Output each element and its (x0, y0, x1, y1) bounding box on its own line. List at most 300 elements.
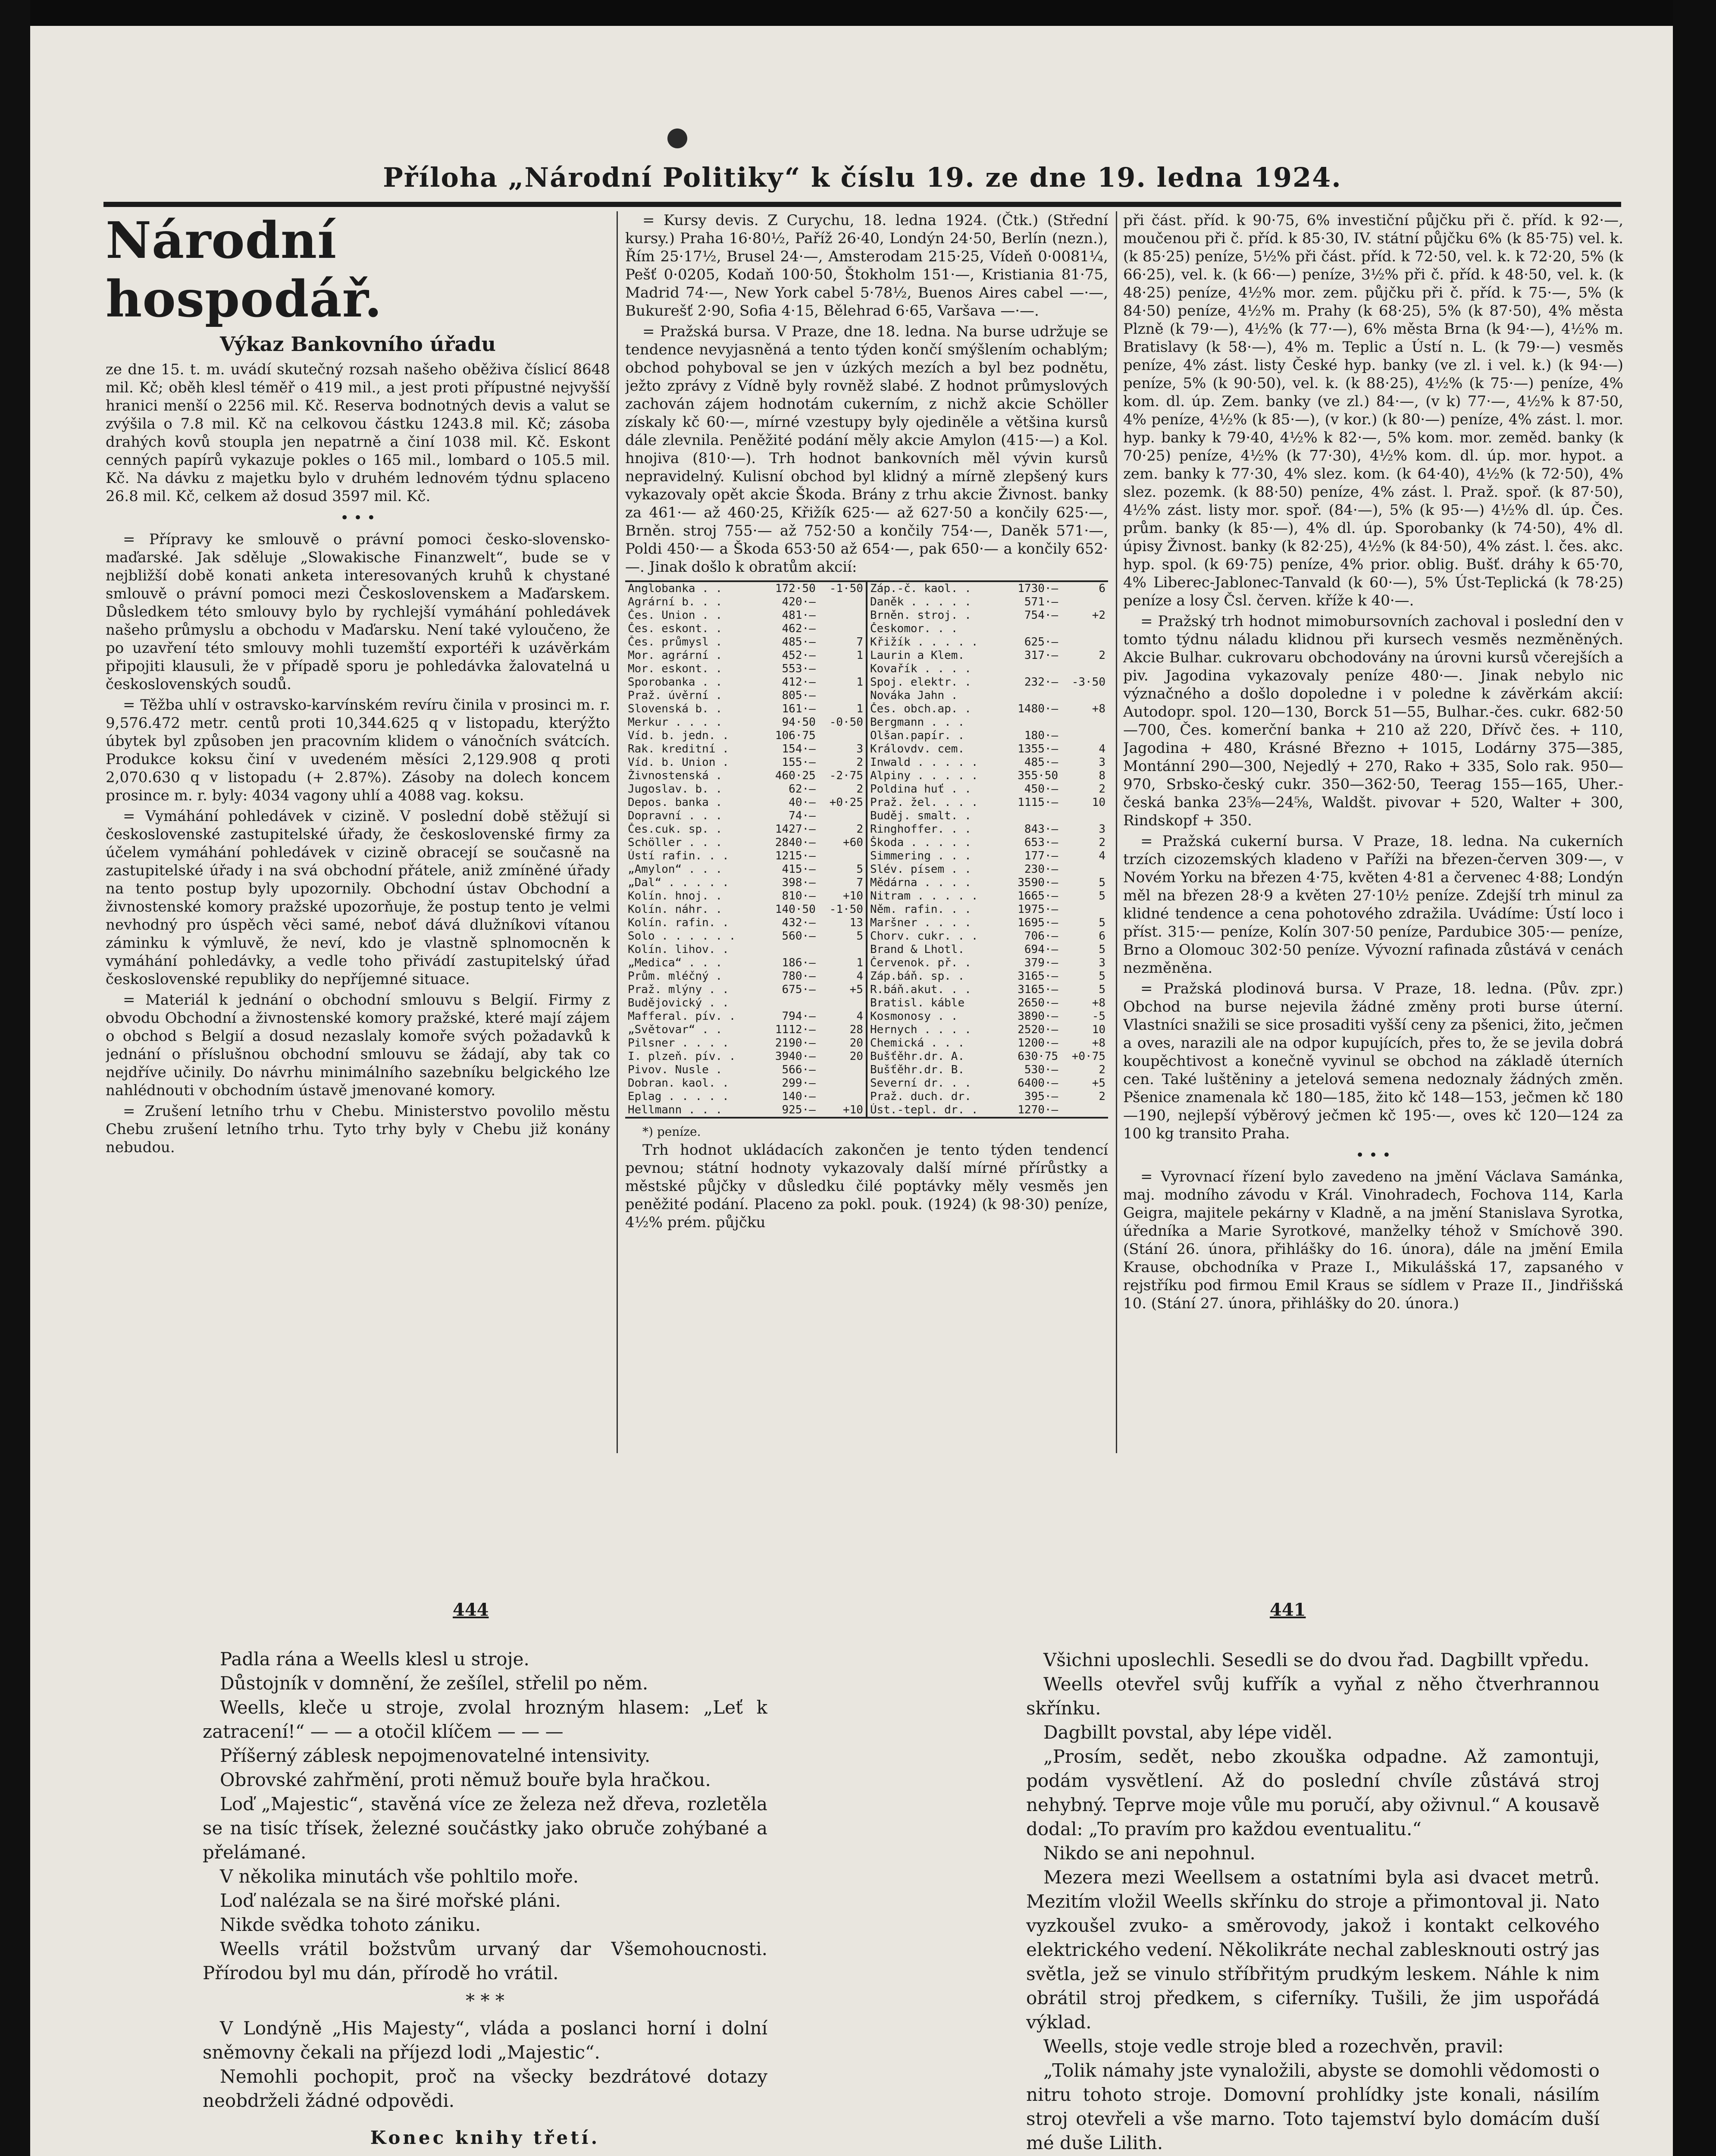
scan-border-top (0, 0, 1716, 26)
stock-price: 553·— (782, 662, 816, 675)
stock-price (1005, 809, 1061, 823)
stock-price: 1200·— (1018, 1037, 1058, 1050)
stock-price: 186·— (782, 956, 816, 969)
table-row (625, 849, 1108, 863)
section-title: Národní hospodář. (106, 211, 382, 329)
stock-price: 232·— (1024, 676, 1058, 689)
stock-name: Nitram . . . . . (870, 890, 978, 903)
stock-change: 5 (1099, 876, 1105, 889)
column-economy (106, 211, 610, 1419)
table-row (625, 903, 1108, 916)
stock-price: 452·— (782, 649, 816, 662)
stock-price: 1115·— (1018, 796, 1058, 809)
article-paragraph: = Pražská plodinová bursa. V Praze, 18. ledna. (Pův. zpr.) Obchod na burse nejevila žádné změny proti burse úterní. Vlastníci snažili se sice prosaditi vyšší ceny za pšenici, žito, ječmen a oves, narazili ale na odpor kupujících, přes to, že se jevila dobrá koupěchtivost a konečně vyvinul se obchod na základě úterních cen. Také luštěniny a jetelová semena nedoznaly žádných změn. Pšenice znamenala kč 180—185, žito kč 148—153, ječmen kč 180—190, nejlepší výběrový ječmen kč 195·—, oves kč 120—124 za 100 kg transito Praha. (1123, 980, 1623, 1142)
stock-change: 4 (1099, 743, 1105, 755)
stock-name: Depos. banka . (628, 796, 723, 809)
stock-name: Záp.-č. kaol. . (870, 582, 971, 595)
stock-name: Čes. obch.ap. . (870, 702, 971, 715)
table-row (625, 649, 1108, 662)
stock-change: 8 (1099, 769, 1105, 782)
article-paragraph: ze dne 15. t. m. uvádí skutečný rozsah našeho oběživa číslicí 8648 mil. Kč; oběh klesl téměř o 419 mil., a jest proti přípustné nejvyšší hranici menší o 2256 mil. Kč. Reserva bodnotných devis a valut se zvýšila o 7.8 mil. Kč na celkovou částku 1243.8 mil. Kč; zásoba drahých kovů stoupla jen nepatrně a činí 1038 mil. Kč. Eskont cenných papírů vykazuje pokles o 165 mil., lombard o 105.5 mil. Kč. Na dávku z majetku bylo v druhém lednovém týdnu splaceno 26.8 mil. Kč, celkem až dosud 3597 mil. Kč. (106, 361, 610, 505)
separator-stars: • • • (340, 509, 376, 526)
stock-name: Merkur . . . . (628, 716, 723, 729)
article-paragraph: Trh hodnot ukládacích zakončen je tento týden tendencí pevnou; státní hodnoty vykazovaly další mírné přírůstky a městské půjčky v důsledku čilé poptávky měly vesměs jen peněžité podání. Placeno za pokl. pouk. (1924) (k 98·30) peníze, 4½% prém. půjčku (625, 1141, 1108, 1231)
stock-price: 412·— (782, 676, 816, 689)
novel-paragraph: Důstojník v domnění, že zešílel, střelil po něm. (220, 1673, 648, 1694)
stock-price: 40·— (789, 796, 816, 809)
stock-name: Prům. mléčný . (628, 970, 723, 983)
stock-change: 2 (818, 823, 867, 836)
stock-name: Víd. b. Union . (628, 756, 729, 769)
table-row (625, 662, 1108, 676)
stock-change (818, 609, 867, 622)
novel-paragraph: Všichni uposlechli. Sesedli se do dvou řad. Dagbillt vpředu. (1043, 1649, 1590, 1670)
stock-name: Červenok. př. . (870, 956, 971, 969)
stock-change (818, 729, 867, 743)
stock-price: 62·— (789, 783, 816, 796)
stock-change: 2 (818, 783, 867, 796)
stock-change: 6 (1099, 930, 1105, 943)
stock-name: Eplag . . . . . (628, 1090, 729, 1103)
table-row (625, 756, 1108, 769)
stock-price: 653·— (1024, 836, 1058, 849)
stock-price: 780·— (782, 970, 816, 983)
stock-name: Hernych . . . . (870, 1023, 971, 1036)
novel-paragraph: Příšerný záblesk nepojmenovatelné intensivity. (220, 1745, 651, 1766)
table-row (625, 1063, 1108, 1077)
stock-name: Maršner . . . . (870, 916, 971, 929)
table-row (625, 769, 1108, 783)
stock-change: 28 (818, 1023, 867, 1037)
stock-change: 1 (818, 956, 867, 970)
stock-change: 1 (818, 676, 867, 689)
stock-change (1061, 662, 1108, 676)
table-row (625, 823, 1108, 836)
stock-price: 460·25 (775, 769, 816, 782)
table-row (625, 1010, 1108, 1023)
stock-change (1061, 595, 1108, 609)
article-paragraph: = Pražská bursa. V Praze, dne 18. ledna. Na burse udržuje se tendence nevyjasněná a tento týden končí smýšlením ochablým; obchod pohyboval se jen v úzkých mezích a byl bez podnětu, ježto zprávy z Vídně byly rovněž slabé. Z hodnot průmyslových zachován zájem hodnotám cukerním, z nichž akcie Schöller získaly kč 60·—, mírné vzestupy byly ojediněle a většina kursů dále zlevnila. Peněžité podání měly akcie Amylon (415·—) a Kol. hnojiva (810·—). Trh hodnot bankovních měl vývin kursů nepravidelný. Kulisní obchod byl klidný a mírně zlepšený kurs vykazovaly opět akcie Škoda. Brány z trhu akcie Živnost. banky za 461·— až 460·25, Křižík 625·— až 627·50 a končily 625·—, Brněn. stroj 755·— až 752·50 a končily 754·—, Daněk 571·—, Poldi 450·— a Škoda 653·50 až 654·—, pak 650·— a končily 652·—. Jinak došlo k obratům akcií: (625, 323, 1108, 576)
table-row (625, 676, 1108, 689)
column-rule-1 (617, 211, 618, 1453)
table-row (625, 943, 1108, 956)
stock-name: I. plzeň. pív. . (628, 1050, 736, 1063)
table-row (625, 796, 1108, 809)
stock-price: 485·— (782, 636, 816, 649)
table-row (625, 609, 1108, 622)
novel-paragraph: Weells, stoje vedle stroje bled a rozechvěn, pravil: (1043, 2036, 1504, 2057)
stock-name: Mor. eskont. . (628, 662, 723, 675)
stock-price: 1665·— (1018, 890, 1058, 903)
stock-change: 4 (818, 970, 867, 983)
stock-change (1061, 903, 1108, 916)
article-subtitle: Výkaz Bankovního úřadu (220, 332, 496, 356)
stock-name: Bratisl. káble (870, 997, 965, 1009)
stock-name: Sporobanka . . (628, 676, 723, 689)
stock-name: Jugoslav. b. . (628, 783, 723, 796)
stock-price: 155·— (782, 756, 816, 769)
stock-change: 7 (818, 636, 867, 649)
stock-name: Čes. eskont. . (628, 622, 723, 635)
stock-price: 3165·— (1018, 983, 1058, 996)
stock-price: 794·— (782, 1010, 816, 1023)
stock-name: Rak. kreditní . (628, 743, 729, 755)
stock-price: 3890·— (1018, 1010, 1058, 1023)
separator-stars: * * * (466, 1990, 504, 2011)
stock-name: Českomor. . . (870, 622, 958, 635)
stock-change: +5 (1092, 1077, 1105, 1090)
stock-name: Pivov. Nusle . (628, 1063, 723, 1076)
stock-price: 177·— (1024, 849, 1058, 862)
stock-name: Olšan.papír. . (870, 729, 965, 742)
stock-name: Nováka Jahn . (870, 689, 958, 702)
article-paragraph: = Pražský trh hodnot mimobursovních zachoval i poslední den v tomto týdnu náladu klidnou při kursech vesměs nezměněných. Akcie Bulhar. cukrovaru obchodovány na úrovni kursů včerejších a piv. Jagodina vykazovaly peníze 480·—. Jinak nebylo nic význačného a došlo dopoledne i v poledne k závěrkám akcií: Autodopr. spol. 120—130, Borck 51—55, Bulhar.-čes. cukr. 682·50—700, Čes. komerční banka + 210 až 220, Dřívč čes. + 110, Jagodina + 480, Krásné Březno + 1015, Lodárny 375—385, Montánní 290—300, Nejedlý + 270, Rako + 335, Solo rak. 950—970, Srbsko-český cukr. 350—362·50, Teerag 155—165, Uher.-česká banka 23⅝—24⅝, Waldšt. pivovar + 520, Walter + 300, Rindskopf + 350. (1123, 613, 1623, 829)
stock-name: Kosmonosy . . (870, 1010, 958, 1023)
novel-paragraph: Obrovské zahřmění, proti němuž bouře byla hračkou. (220, 1769, 711, 1790)
stock-price: 754·— (1024, 609, 1058, 622)
stock-price: 140·— (782, 1090, 816, 1103)
stock-change (818, 1063, 867, 1077)
stock-change: 2 (1099, 1090, 1105, 1103)
stock-name: Mědárna . . . . (870, 876, 971, 889)
stock-change: +5 (818, 983, 867, 997)
stock-price: 1975·— (1018, 903, 1058, 916)
stock-name: R.báň.akut. . . (870, 983, 971, 996)
stock-price: 560·— (782, 930, 816, 943)
stock-name: Kovařík . . . . (870, 662, 971, 675)
stock-name: Čes. průmysl . (628, 636, 723, 649)
scan-border-left (0, 0, 30, 2156)
stock-change: 10 (1092, 1023, 1105, 1036)
stock-name: Královdv. cem. (870, 743, 965, 755)
stock-change (1061, 1103, 1108, 1118)
stock-name: Praž. žel. . . . (870, 796, 978, 809)
stock-change: +0·75 (1071, 1050, 1105, 1063)
stock-price: 675·— (782, 983, 816, 996)
stock-change: -1·50 (818, 903, 867, 916)
stock-name: Čes.cuk. sp. . (628, 823, 723, 836)
table-row (625, 956, 1108, 970)
stock-price (763, 997, 818, 1010)
stock-change: 2 (818, 756, 867, 769)
page-number-left: 444 (453, 1600, 489, 1620)
stock-price: 1480·— (1018, 702, 1058, 715)
table-row (625, 702, 1108, 716)
stock-name: Záp.báň. sp. . (870, 970, 965, 983)
stock-change (818, 622, 867, 636)
separator-stars: • • • (1356, 1147, 1391, 1164)
stock-name: Něm. rafin. . . (870, 903, 971, 916)
stock-name: Slév. písem . . (870, 863, 971, 876)
table-row (625, 916, 1108, 930)
stock-name: Víd. b. jedn. . (628, 729, 729, 742)
stock-change: 3 (1099, 956, 1105, 969)
stock-name: Alpiny . . . . . (870, 769, 978, 782)
stock-name: Spoj. elektr. . (870, 676, 971, 689)
stock-name: Anglobanka . . (628, 582, 723, 595)
stock-price: 485·— (1024, 756, 1058, 769)
table-row (625, 581, 1108, 595)
stock-price: 3940·— (775, 1050, 816, 1063)
stock-price: 1270·— (1018, 1103, 1058, 1116)
stock-price: 843·— (1024, 823, 1058, 836)
article-paragraph: = Těžba uhlí v ostravsko-karvínském revíru činila v prosinci m. r. 9,576.472 metr. centů proti 10,344.625 q v listopadu, kterýžto úbytek byl způsoben jen pracovním klidem o vánočních svátcích. Produkce koksu činí v uvedeném měsíci 2,129.908 q proti 2,070.630 q v listopadu (+ 2.87%). Zásoby na dolech koncem prosince m. r. byly: 4034 vagony uhlí a 4088 vag. koksu. (106, 696, 610, 804)
stock-price (1005, 689, 1061, 702)
novel-paragraph: Nikde svědka tohoto zániku. (220, 1914, 481, 1935)
stock-price: 706·— (1024, 930, 1058, 943)
stock-change: +8 (1092, 1037, 1105, 1050)
stock-table (625, 580, 1108, 1119)
stock-change: +8 (1092, 997, 1105, 1009)
novel-paragraph: „Tolik námahy jste vynaložili, abyste se domohli vědomosti o nitru tohoto stroje. Domovní prohlídky jste konali, násilím stroj otevřeli a vše marno. Toto tajemství bylo domácím duší mé duše Lilith. (1026, 2060, 1600, 2153)
stock-name: Úst.-tepl. dr. . (870, 1103, 978, 1116)
stock-name: Mor. agrární . (628, 649, 723, 662)
stock-change: 20 (818, 1050, 867, 1063)
stock-price: 810·— (782, 890, 816, 903)
column-bonds (1123, 211, 1623, 1483)
stock-change: +60 (818, 836, 867, 849)
stock-price: 1355·— (1018, 743, 1058, 755)
stock-change: 5 (818, 863, 867, 876)
stock-price (763, 943, 818, 956)
page-header: Příloha „Národní Politiky“ k číslu 19. ze dne 19. ledna 1924. (383, 162, 1342, 193)
stock-price: 2190·— (775, 1037, 816, 1050)
table-row (625, 783, 1108, 796)
stock-name: Agrární b. . . (628, 595, 723, 608)
novel-page-left (203, 1647, 767, 2156)
stock-change (818, 662, 867, 676)
stock-name: Ústí rafin. . . (628, 849, 729, 862)
table-row (625, 743, 1108, 756)
novel-paragraph: Nikdo se ani nepohnul. (1043, 1843, 1256, 1864)
column-rule-2 (1116, 211, 1117, 1453)
stock-price: 925·— (782, 1103, 816, 1116)
stock-price: 1730·— (1018, 582, 1058, 595)
table-row (625, 930, 1108, 943)
stock-change (818, 943, 867, 956)
stock-change: -5 (1092, 1010, 1105, 1023)
stock-change (818, 1077, 867, 1090)
novel-paragraph: Weells otevřel svůj kufřík a vyňal z něho čtverhrannou skřínku. (1026, 1673, 1600, 1719)
table-row (625, 1037, 1108, 1050)
stock-price (1005, 716, 1061, 729)
stock-name: Chorv. cukr. . . (870, 930, 978, 943)
table-note: *) peníze. (642, 1125, 701, 1139)
stock-change: 20 (818, 1037, 867, 1050)
stock-name: Praž. úvěrní . (628, 689, 723, 702)
stock-change (818, 809, 867, 823)
stock-change: -3·50 (1071, 676, 1105, 689)
table-row (625, 997, 1108, 1010)
stock-change: 5 (1099, 943, 1105, 956)
stock-change (818, 689, 867, 702)
novel-paragraph: Weells, kleče u stroje, zvolal hrozným hlasem: „Leť k zatracení!“ — — a otočil klíčem — — — (203, 1697, 767, 1742)
stock-change: 3 (1099, 823, 1105, 836)
scan-border-right (1673, 0, 1716, 2156)
stock-price: 432·— (782, 916, 816, 929)
stock-price: 3590·— (1018, 876, 1058, 889)
stock-name: „Dal“ . . . . . (628, 876, 729, 889)
stock-change (818, 849, 867, 863)
stock-change (1061, 716, 1108, 729)
stock-change: +10 (818, 890, 867, 903)
stock-change (1061, 689, 1108, 702)
stock-change: +0·25 (818, 796, 867, 809)
novel-paragraph: Loď „Majestic“, stavěná více ze železa než dřeva, rozletěla se na tisíc třísek, železné součástky jako obruče zohýbané a přelámané. (203, 1793, 767, 1863)
table-row (625, 1050, 1108, 1063)
stock-change (818, 997, 867, 1010)
stock-change: 4 (818, 1010, 867, 1023)
stock-name: Poldina huť . . (870, 783, 971, 796)
stock-price: 2520·— (1018, 1023, 1058, 1036)
stock-price: 395·— (1024, 1090, 1058, 1103)
header-rule (103, 202, 1621, 207)
stock-change: 6 (1099, 582, 1105, 595)
stock-change: 5 (1099, 916, 1105, 929)
stock-name: Škoda . . . . . (870, 836, 971, 849)
stock-change: 4 (1099, 849, 1105, 862)
article-paragraph: = Vyrovnací řízení bylo zavedeno na jmění Václava Samánka, maj. modního závodu v Král. Vinohradech, Fochova 114, Karla Geigra, majitele pekárny v Kladně, a na jmění Stanislava Syrotka, úředníka a Marie Syrotkové, manželky téhož v Smíchově 390. (Stání 26. února, přihlášky do 16. února), dále na jmění Emila Krause, obchodníka v Praze I., Mikulášská 17, zapsaného v rejstříku pod firmou Emil Kraus se sídlem v Praze II., Jindřišská 10. (Stání 27. února, přihlášky do 20. února.) (1123, 1168, 1623, 1312)
table-row (625, 636, 1108, 649)
stock-name: Čes. Union . . (628, 609, 723, 622)
stock-price: 1427·— (775, 823, 816, 836)
article-paragraph: = Vymáhání pohledávek v cizině. V poslední době stěžují si československé zastupitelské úřady, že československé firmy za účelem vymáhání pohledávek v cizině obracejí se současně na zastupitelské úřady i na svá obchodní přátele, aniž zmíněné úřady na tento postup byly upozornily. Obchodní ústav Obchodní a živnostenské komory pražské upozorňuje, že postup tento je velmi nevhodný pro úspěch věci samé, neboť dává dlužníkovi vítanou záminku k výmluvě, že neví, kdo je vlastně splnomocněn k vymáhání pohledávky, a vedle toho přivádí zastupitelský úřad československé republiky do nepříjemné situace. (106, 808, 610, 988)
stock-name: Simmering . . . (870, 849, 971, 862)
table-row (625, 809, 1108, 823)
stock-name: Živnostenská . (628, 769, 723, 782)
stock-name: „Medica“ . . . (628, 956, 723, 969)
stock-price: 625·— (1024, 636, 1058, 649)
stock-change (1061, 863, 1108, 876)
column-bourse (625, 211, 1108, 1462)
table-row (625, 716, 1108, 729)
stock-name: Severní dr. . . (870, 1077, 971, 1090)
table-row (625, 1023, 1108, 1037)
stock-price: 94·50 (782, 716, 816, 729)
novel-paragraph: Weells vrátil božstvům urvaný dar Všemohoucnosti. Přírodou byl mu dán, přírodě ho vrátil. (203, 1938, 767, 1984)
stock-name: Pilsner . . . . (628, 1037, 729, 1050)
stock-price (1005, 662, 1061, 676)
stock-price: 566·— (782, 1063, 816, 1076)
stock-change: +2 (1092, 609, 1105, 622)
stock-change: 5 (1099, 970, 1105, 983)
stock-change: +8 (1092, 702, 1105, 715)
stock-price: 140·50 (775, 903, 816, 916)
stock-price: 172·50 (775, 582, 816, 595)
stock-price: 1112·— (775, 1023, 816, 1036)
stock-price: 74·— (789, 809, 816, 822)
table-row (625, 595, 1108, 609)
novel-paragraph: Padla rána a Weells klesl u stroje. (220, 1648, 529, 1670)
stock-change (1061, 809, 1108, 823)
stock-price: 161·— (782, 702, 816, 715)
stock-change: 13 (818, 916, 867, 930)
table-row (625, 689, 1108, 702)
stock-price: 106·75 (775, 729, 816, 742)
stock-name: Mafferal. pív. . (628, 1010, 736, 1023)
stock-price: 355·50 (1018, 769, 1058, 782)
stock-change: 10 (1092, 796, 1105, 809)
stock-name: Slovenská b. . (628, 702, 723, 715)
novel-page-right (1026, 1648, 1600, 2156)
table-row (625, 970, 1108, 983)
stock-change (1061, 729, 1108, 743)
table-row (625, 1090, 1108, 1103)
stock-price: 2650·— (1018, 997, 1058, 1009)
stock-price: 180·— (1024, 729, 1058, 742)
stock-change: 1 (818, 649, 867, 662)
novel-paragraph: Loď nalézala se na širé mořské pláni. (220, 1890, 561, 1911)
stock-name: Bušťěhr.dr. A. (870, 1050, 965, 1063)
stock-price: 299·— (782, 1077, 816, 1090)
stock-change: 5 (818, 930, 867, 943)
stock-change: 7 (818, 876, 867, 890)
stock-price: 1215·— (775, 849, 816, 862)
stock-name: Křižík . . . . . (870, 636, 978, 649)
stock-name: Chemická . . . (870, 1037, 965, 1050)
novel-paragraph: V několika minutách vše pohltilo moře. (220, 1866, 579, 1887)
stock-change: -0·50 (818, 716, 867, 729)
article-paragraph: = Přípravy ke smlouvě o právní pomoci česko-slovensko-maďarské. Jak sděluje „Slowakische Finanzwelt“, bude se v nejbližší době konati anketa interesovaných kruhů k chystané smlouvě o právní pomoci mezi Československem a Maďarskem. Důsledkem této smlouvy bylo by rychlejší vymáhání pohledávek našeho průmyslu a obchodu v Maďarsku. Není také vyloučeno, že po uzavření této smlouvy mohli tuzemští exportéři k uzávěrkám připojiti klausuli, že v případě sporu je pohledávka žalovatelná u československých soudů. (106, 531, 610, 693)
table-row (625, 729, 1108, 743)
novel-paragraph: Mezera mezi Weellsem a ostatními byla asi dvacet metrů. Mezitím vložil Weells skřínku do stroje a přimontoval ji. Nato vyzkoušel zvuko- a směrovody, jakož i kontakt celkového elektrického vedení. Několikráte nechal zablesknouti ostrý jas světla, jež se vinulo stříbřitým prudkým leskem. Náhle k nim obrátil stroj předkem, s ciferníky. Tušili, že jim uspořádá výklad. (1026, 1867, 1600, 2033)
stock-name: Kolín. náhr. . (628, 903, 723, 916)
stock-change: 3 (1099, 756, 1105, 769)
stock-price: 1695·— (1018, 916, 1058, 929)
stock-price: 420·— (782, 595, 816, 608)
novel-paragraph: V Londýně „His Majesty“, vláda a poslanci horní i dolní sněmovny čekali na příjezd lodi „Majestic“. (203, 2018, 767, 2063)
stock-change: 2 (1099, 783, 1105, 796)
stock-change: +10 (818, 1103, 867, 1118)
stock-change: 5 (1099, 983, 1105, 996)
stock-name: Ringhoffer. . . (870, 823, 971, 836)
stock-change: -2·75 (818, 769, 867, 783)
stock-name: Buděj. smalt. . (870, 809, 971, 822)
stock-change (1061, 636, 1108, 649)
article-paragraph: = Zrušení letního trhu v Chebu. Ministerstvo povolilo městu Chebu zrušení letního trhu. Tyto trhy byly v Chebu již konány nebudou. (106, 1103, 610, 1156)
stock-name: Praž. duch. dr. (870, 1090, 971, 1103)
stock-name: Bušťěhr.dr. B. (870, 1063, 965, 1076)
stock-name: Budějovický . . (628, 997, 729, 1009)
stock-name: „Světovar“ . . (628, 1023, 723, 1036)
table-row (625, 983, 1108, 997)
stock-price: 415·— (782, 863, 816, 876)
stock-name: Dobran. kaol. . (628, 1077, 729, 1090)
stock-name: Laurin a Klem. (870, 649, 965, 662)
stock-price: 154·— (782, 743, 816, 755)
page-number-right: 441 (1270, 1600, 1306, 1620)
stock-name: Daněk . . . . . (870, 595, 971, 608)
stock-price: 450·— (1024, 783, 1058, 796)
stock-price: 379·— (1024, 956, 1058, 969)
article-paragraph: = Kursy devis. Z Curychu, 18. ledna 1924. (Čtk.) (Střední kursy.) Praha 16·80½, Paříž 26·40, Londýn 24·50, Berlín (nezn.), Řím 25·17½, Brusel 24·—, Amsterodam 215·25, Vídeň 0·0081¼, Pešť 0·0205, Kodaň 100·50, Štokholm 151·—, Kristiania 81·75, Madrid 74·—, New York cabel 5·78½, Buenos Aires cabel —·—, Bukurešť 2·90, Sofia 4·15, Bělehrad 6·65, Varšava —·—. (625, 212, 1108, 320)
stock-change: 3 (818, 743, 867, 756)
stock-price: 805·— (782, 689, 816, 702)
stock-price: 6400·— (1018, 1077, 1058, 1090)
novel-paragraph: „Prosím, sedět, nebo zkouška odpadne. Až zamontuji, podám vysvětlení. Až do poslední chvíle zůstává stroj nehybný. Teprve moje vůle mu poručí, aby oživnul.“ A kousavě dodal: „To pravím pro každou eventualitu.“ (1026, 1746, 1600, 1839)
table-row (625, 622, 1108, 636)
stock-price: 462·— (782, 622, 816, 635)
stock-change: -1·50 (818, 581, 867, 595)
stock-change: 2 (1099, 649, 1105, 662)
stock-name: Kolín. hnoj. . (628, 890, 723, 903)
stock-price: 3165·— (1018, 970, 1058, 983)
binding-hole (667, 128, 687, 148)
stock-price: 481·— (782, 609, 816, 622)
stock-change (818, 1090, 867, 1103)
stock-name: Brněn. stroj. . (870, 609, 971, 622)
stock-price (1005, 622, 1061, 636)
